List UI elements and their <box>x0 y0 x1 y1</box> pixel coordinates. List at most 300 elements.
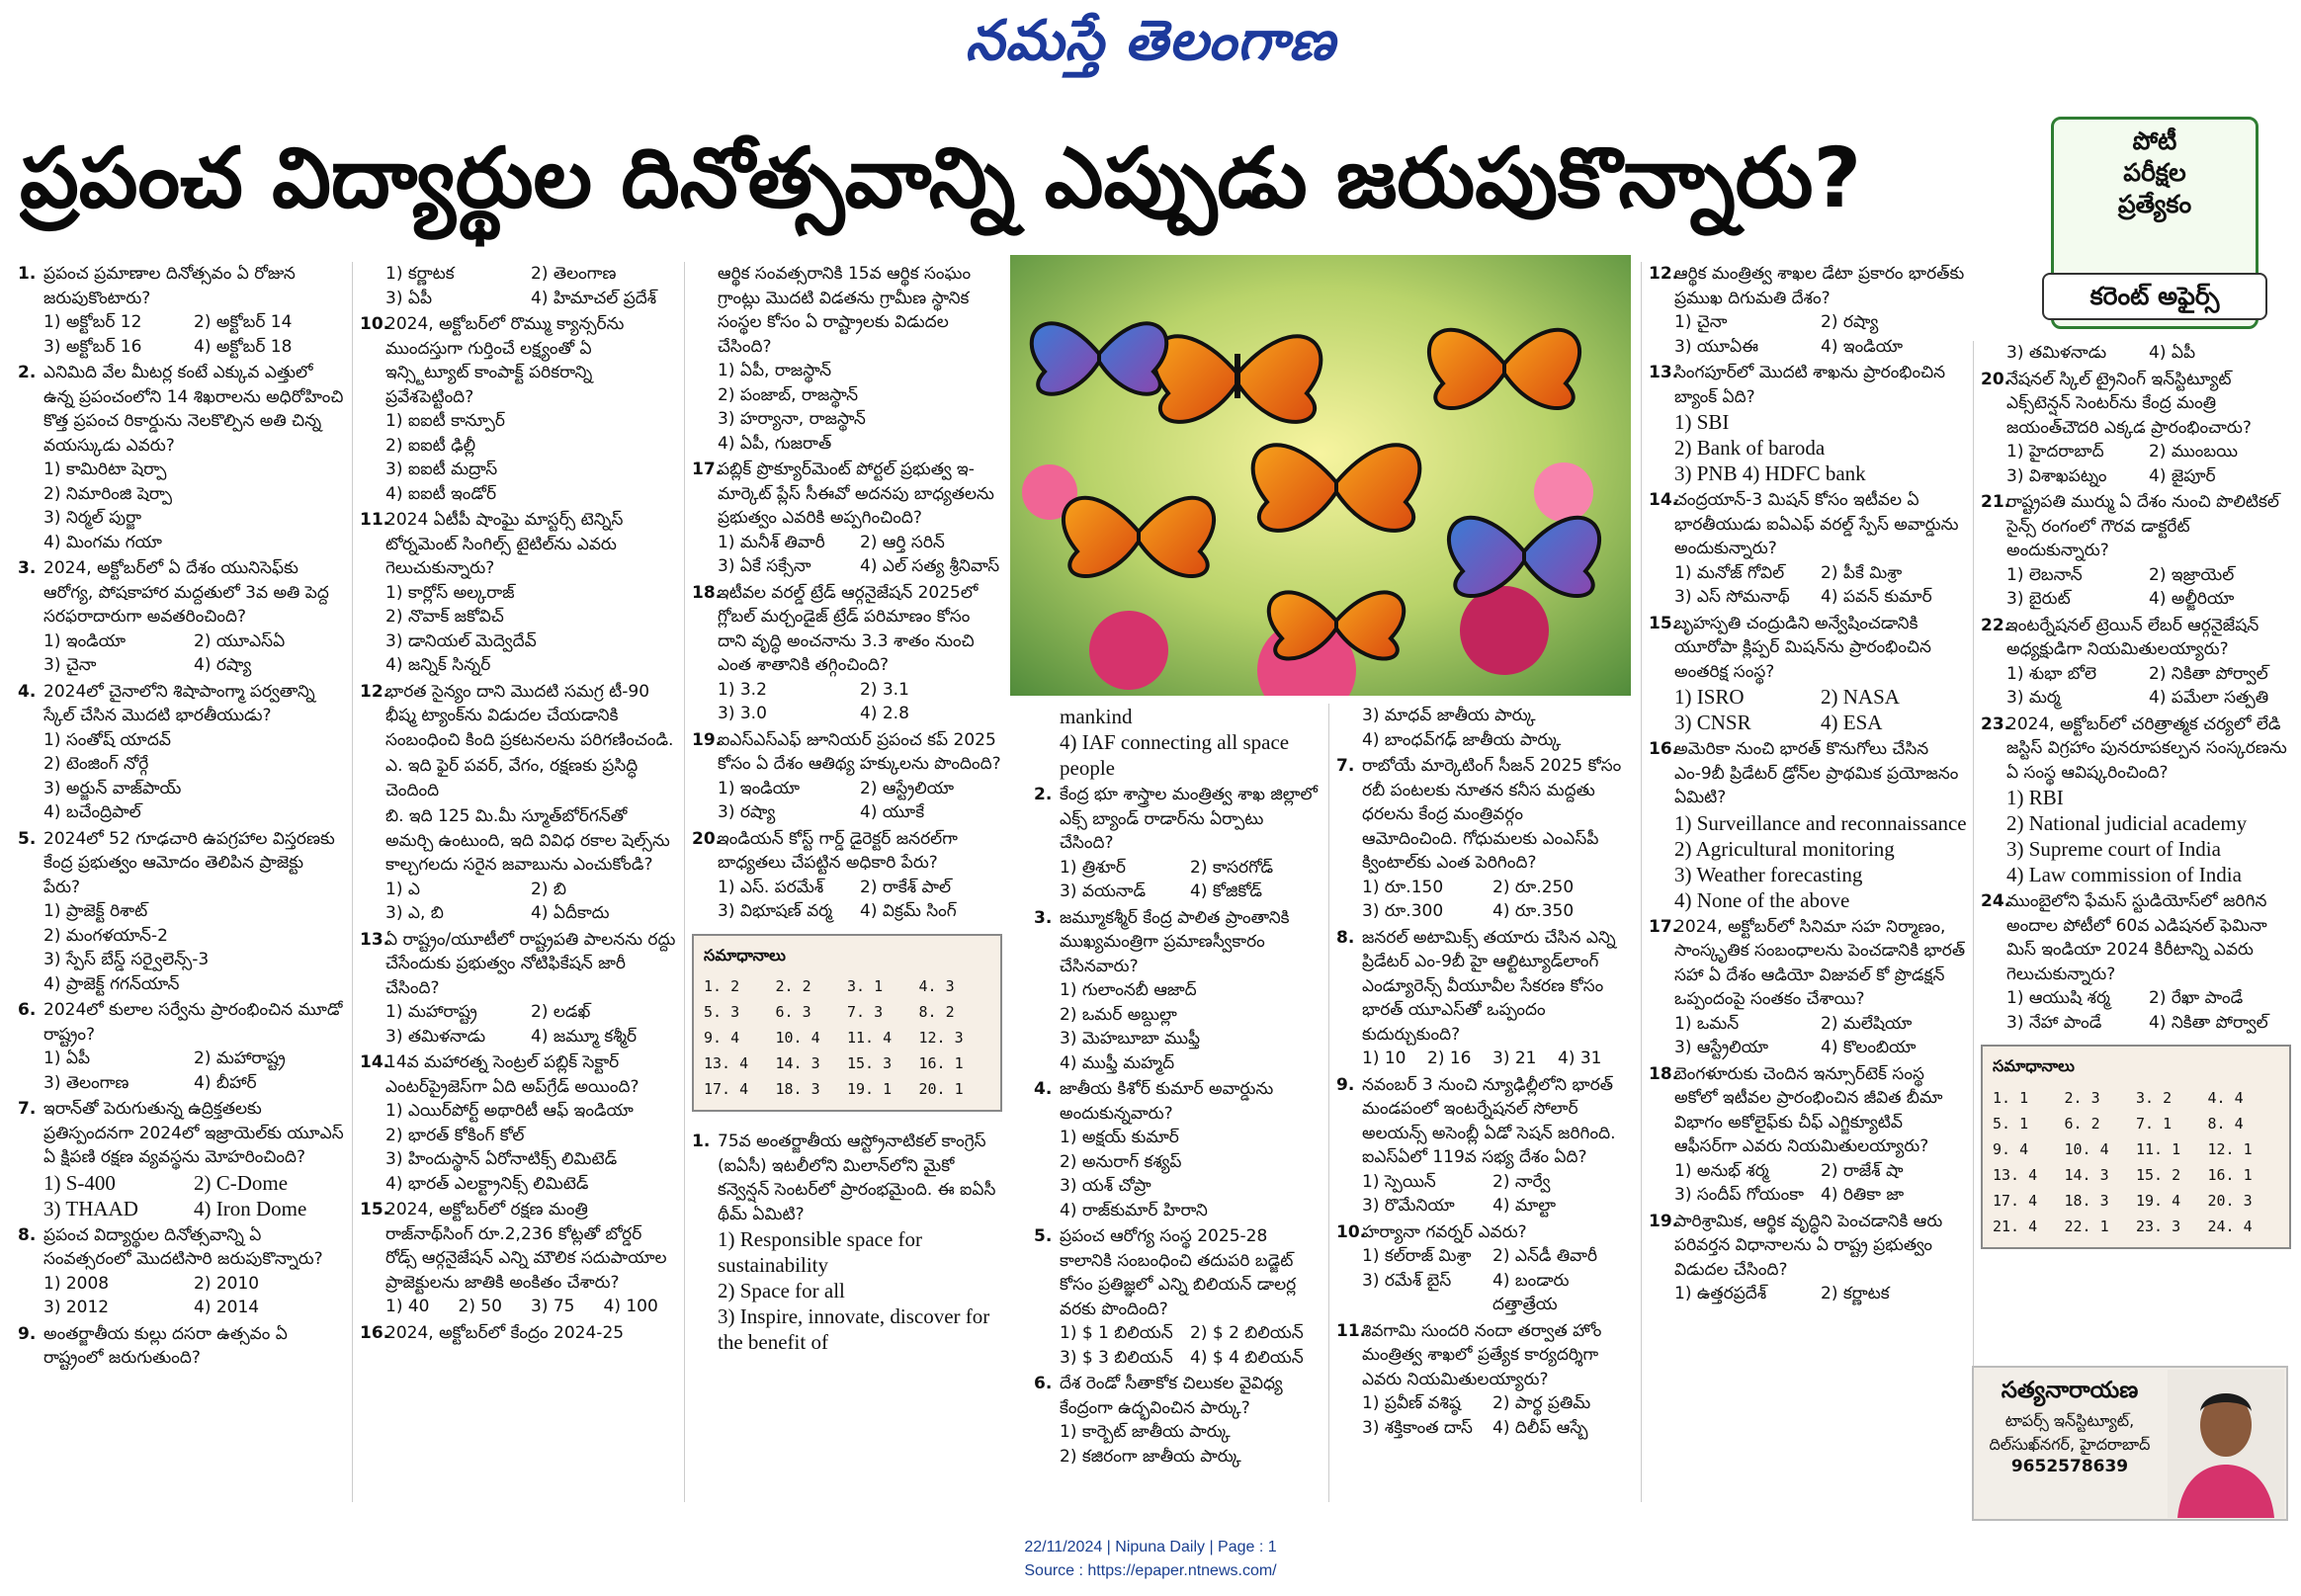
answer-option: 2) మలేషియా <box>1821 1013 1913 1034</box>
question-number: 4. <box>18 681 37 702</box>
question-number: 13. <box>1649 363 1679 382</box>
answer-option: 2) లడఖ్ <box>531 1002 591 1022</box>
answer-option: 4) హిమాచల్ ప్రదేశ్ <box>531 288 657 308</box>
answer-option: 2) యూఎస్ఏ <box>194 630 286 651</box>
answer-key-item: 13. 4 <box>704 1054 749 1072</box>
question-text: ఏ రాష్ట్రం/యూటీలో రాష్ట్రపతి పాలనను రద్దు చేసేందుకు ప్రభుత్వం నోటిఫికేషన్ జారీ చేసింది? <box>385 929 676 998</box>
answer-option: 4) యూకే <box>860 802 925 822</box>
question <box>1034 906 1321 1076</box>
masthead: నమస్తే తెలంగాణ <box>965 8 1336 73</box>
question-number: 5. <box>18 828 37 849</box>
question-text: ఆర్థిక మంత్రిత్వ శాఖల డేటా ప్రకారం భారత్‌కు ప్రముఖ దిగుమతి దేశం? <box>1674 264 1965 308</box>
question-number: 1. <box>692 1132 711 1151</box>
question-text: జనరల్ అటామిక్స్ తయారు చేసిన ఎన్ని ప్రిడేటర్ ఎం-9బీ హై ఆల్టిట్యూడ్‌లాంగ్ ఎండ్యూరెన్స్ వీయూవీల సేకరణ కోసం భారత్ యూఎస్‌తో ఒప్పందం కుదుర్చుకుంది? <box>1362 927 1616 1045</box>
question-number <box>692 262 718 359</box>
answer-option: 1) అక్షయ్ కుమార్ <box>1060 1128 1179 1147</box>
answer-option: 4) $ 4 బిలియన్ <box>1190 1347 1304 1368</box>
answer-option: 4) బీహార్ <box>194 1072 257 1093</box>
answer-option: 1) ప్రాజెక్ట్ రిశాట్ <box>43 901 148 921</box>
answer-key-item: 3. 1 <box>847 977 884 995</box>
question-number: 2. <box>1034 785 1053 804</box>
answer-key-item: 21. 4 <box>1993 1217 2038 1235</box>
question-text: బెంగళూరుకు చెందిన ఇన్సూర్‌టెక్ సంస్థ అకోలో ఇటీవల ప్రారంభించిన జీవిత బీమా విభాగం అకోలైఫ్‌కు చీఫ్ ఎగ్జిక్యూటివ్ ఆఫీసర్‌గా ఎవరు నియమితులయ్యారు? <box>1674 1063 1943 1156</box>
answer-key-item: 1. 1 <box>1993 1088 2029 1107</box>
answer-option: 3) సందీప్ గోయంకా <box>1674 1185 1804 1205</box>
question-number: 23. <box>1981 714 2011 734</box>
answer-option: 1) లెబనాన్ <box>2006 564 2083 585</box>
answer-option: 2) రేఖా పాండే <box>2149 988 2244 1008</box>
answer-option: 4) Iron Dome <box>194 1196 307 1220</box>
question <box>360 1050 676 1196</box>
answer-key-item: 16. 1 <box>918 1054 964 1072</box>
question-number: 18. <box>1649 1063 1679 1084</box>
question <box>360 312 676 506</box>
answer-option: 3) ఎ, బి <box>385 903 444 923</box>
question-text: 2024 ఏటీపీ షాంఘై మాస్టర్స్ టెన్నిస్ టోర్నమెంట్ సింగిల్స్ టైటిల్‌ను ఎవరు గెలుచుకున్నారు? <box>385 510 624 578</box>
question <box>692 262 1002 456</box>
answer-option: 1) ఎ <box>385 879 420 899</box>
question <box>1336 1220 1623 1317</box>
question-number: 3. <box>18 558 37 578</box>
answer-option: 3) రొమేనియా <box>1362 1196 1455 1216</box>
question <box>18 998 344 1095</box>
question <box>18 827 344 997</box>
author-photo <box>2168 1370 2284 1518</box>
answer-option: 3) Supreme court of India <box>2006 837 2221 861</box>
column-5 <box>1336 704 1623 1502</box>
answer-option: 1) మనీశ్ తివారీ <box>718 532 825 552</box>
answer-option: 4) ప్రాజెక్ట్ గగన్‌యాన్ <box>43 973 180 994</box>
answer-key-item: 4. 3 <box>918 977 955 995</box>
answer-option: 1) ఏపీ, రాజస్థాన్ <box>718 361 832 380</box>
answer-option: 2) Space for all <box>718 1279 845 1302</box>
answer-option: 2) తెలంగాణ <box>531 264 617 284</box>
answer-key-item: 8. 2 <box>918 1003 955 1021</box>
answer-option: 2) పీకే మిశ్రా <box>1821 562 1903 583</box>
answer-key-title: సమాధానాలు <box>1993 1056 2075 1075</box>
question <box>18 1097 344 1221</box>
question-text: ప్రపంచ ఆరోగ్య సంస్థ 2025-28 కాలానికి సంబంధించి తదుపరి బడ్జెట్ కోసం ప్రతిజ్ఞలో ఎన్ని బిలియన్ డాలర్ల వరకు పొందింది? <box>1060 1226 1297 1319</box>
answer-option: 4) ఎల్ సత్య శ్రీనివాస్ <box>860 556 1000 576</box>
question-text: 2024, అక్టోబర్‌లో చరిత్రాత్మక చర్యలో లేడి జస్టిస్ విగ్రహాం పునరూపకల్పన సంస్కరణను ఏ సంస్థ ఆవిష్కరించింది? <box>2006 714 2287 783</box>
author-institute: టాపర్స్ ఇన్‌స్టిట్యూట్, <box>2004 1411 2135 1430</box>
answer-option: 1) 10 <box>1362 1049 1406 1068</box>
question-number: 14. <box>360 1052 390 1072</box>
answer-option: 2) ఎన్‌డీ తివారీ <box>1492 1246 1598 1266</box>
question-text: శివగామి సుందరి నందా తర్వాత హోం మంత్రిత్వ శాఖలో ప్రత్యేక కార్యదర్శిగా ఎవరు నియమితులయ్యారు? <box>1362 1320 1602 1389</box>
answer-option: 1) కామిరిటా షెర్పా <box>43 460 167 479</box>
answer-key-item: 11. 4 <box>847 1029 893 1047</box>
question-number: 16. <box>360 1322 390 1343</box>
question-text: 2024లో కులాల సర్వేను ప్రారంభించిన మూడో రాష్ట్రం? <box>43 1000 343 1045</box>
answer-key-item: 11. 1 <box>2136 1139 2181 1158</box>
question <box>360 1198 676 1319</box>
answer-key-item: 14. 3 <box>775 1054 820 1072</box>
question-number: 17. <box>692 460 723 479</box>
answer-option: 1) శుభా బోలె <box>2006 663 2097 684</box>
answer-option: 2) ఒమర్ అబ్దుల్లా <box>1060 1004 1177 1025</box>
question-text: 14వ మహారత్న సెంట్రల్ పబ్లిక్ సెక్టార్ ఎంటర్‌ప్రైజెస్‌గా ఏది అప్‌గ్రేడ్ అయింది? <box>385 1052 639 1097</box>
answer-key-item: 2. 3 <box>2064 1088 2100 1107</box>
answer-option: 2) అనురాగ్ కశ్యప్ <box>1060 1151 1182 1172</box>
answer-key-item: 20. 3 <box>2207 1191 2253 1210</box>
answer-key-item: 17. 4 <box>704 1080 749 1098</box>
answer-option: 1) మహారాష్ట్ర <box>385 1002 477 1022</box>
answer-option: 2) రష్యా <box>1821 312 1879 332</box>
question-number: 8. <box>18 1224 37 1245</box>
question-text: కేంద్ర భూ శాస్త్రాల మంత్రిత్వ శాఖ జిల్లాలో ఎక్స్ బ్యాండ్ రాడార్‌ను ఏర్పాటు చేసింది? <box>1060 785 1319 853</box>
question <box>1649 737 1967 913</box>
question-number: 21. <box>1981 492 2011 512</box>
answer-option: 1) అనుభ్ శర్మ <box>1674 1160 1769 1181</box>
question <box>1649 915 1967 1060</box>
answer-key-item: 12. 1 <box>2207 1139 2253 1158</box>
answer-option: 3) విశాఖపట్నం <box>2006 465 2107 486</box>
question-text: చంద్రయాన్-3 మిషన్ కోసం ఇటీవల ఏ భారతీయుడు ఐఏఎఫ్ వరల్డ్ స్పేస్ అవార్డును అందుకున్నారు? <box>1674 490 1959 558</box>
answer-option: 3) హిందుస్థాన్ ఏరోనాటిక్స్ లిమిటెడ్ <box>385 1149 618 1169</box>
question-number <box>360 754 385 802</box>
answer-option: 1) ఎయిర్‌పోర్ట్ అథారిటీ ఆఫ్ ఇండియా <box>385 1101 634 1121</box>
answer-option: 4) బాంధవ్‌గఢ్ జాతీయ పార్కు <box>1362 729 1562 750</box>
answer-option: 2) కాసరగోడ్ <box>1190 857 1274 878</box>
answer-option: 3) తమిళనాడు <box>385 1026 486 1047</box>
question <box>360 928 676 1050</box>
question-number: 13. <box>360 929 390 950</box>
answer-option: 2) టెంజింగ్ నోర్గే <box>43 754 149 774</box>
question-number: 10. <box>360 314 390 334</box>
question-number <box>360 804 385 878</box>
answer-option: 1) రూ.150 <box>1362 877 1444 897</box>
answer-option: 1) $ 1 బిలియన్ <box>1060 1323 1173 1343</box>
answer-option: 3) నిర్మల్ పుర్జా <box>43 508 141 528</box>
answer-option: 2) రాకేశ్ పాల్ <box>860 877 952 897</box>
answer-option: 4) ముఫ్తీ మహ్మద్ <box>1060 1052 1175 1073</box>
answer-option: 4) కోజికోడ్ <box>1190 882 1263 901</box>
question <box>692 581 1002 726</box>
answer-option: 1) SBI <box>1674 410 1730 434</box>
butterfly-photo <box>1010 255 1631 696</box>
answer-key-item: 15. 2 <box>2136 1165 2181 1184</box>
badge-line-1: పోటీ <box>2132 126 2177 155</box>
answer-key-item: 7. 3 <box>847 1003 884 1021</box>
answer-option: 4) ESA <box>1821 711 1883 734</box>
question-text: 2024, అక్టోబర్‌లో రక్షణ మంత్రి రాజ్‌నాథ్‌సింగ్ రూ.2,236 కోట్లతో బోర్డర్ రోడ్స్ ఆర్గనైజేషన్ ఎన్ని మౌలిక సదుపాయాల ప్రాజెక్టులను జాతికి అంకితం చేశారు? <box>385 1200 667 1293</box>
question-number: 7. <box>18 1099 37 1119</box>
question <box>18 680 344 825</box>
question-number: 6. <box>1034 1374 1053 1393</box>
question-number: 11. <box>360 510 390 530</box>
answer-option: 1) ఉత్తరప్రదేశ్ <box>1674 1284 1767 1303</box>
answer-option: 2) రూ.250 <box>1492 877 1575 897</box>
answer-option: 3) THAAD <box>43 1196 138 1220</box>
footer-date-line: 22/11/2024 | Nipuna Daily | Page : 1 <box>1024 1539 1277 1555</box>
answer-option: 2) నార్వే <box>1492 1171 1551 1192</box>
question-number: 9. <box>1336 1074 1355 1095</box>
footer-source-line: Source : https://epaper.ntnews.com/ <box>1024 1562 1277 1579</box>
question <box>1981 368 2291 489</box>
column-1 <box>18 262 344 1502</box>
answer-option: 4) ఐఐటీ ఇండోర్ <box>385 483 497 504</box>
badge-line-3: ప్రత్యేకం <box>2117 190 2192 218</box>
question <box>1981 341 2291 366</box>
answer-option: 4) ఏదీకాదు <box>531 903 610 923</box>
question <box>692 827 1002 924</box>
answer-option: 1) RBI <box>2006 786 2064 809</box>
answer-key-item: 9. 4 <box>704 1029 740 1047</box>
answer-option: 1) స్పెయిన్ <box>1362 1171 1436 1192</box>
question <box>1034 1372 1321 1469</box>
answer-option: 2) ఆస్ట్రేలియా <box>860 778 955 798</box>
question <box>1336 1319 1623 1441</box>
answer-option: 4) మాల్టా <box>1492 1196 1557 1216</box>
answer-option: 3) PNB 4) HDFC bank <box>1674 462 1866 485</box>
answer-option: 3) Weather forecasting <box>1674 862 1863 886</box>
question <box>1649 612 1967 736</box>
author-box <box>1972 1366 2288 1521</box>
question-text: 2024లో 52 గూఢచారి ఉపగ్రహాల విస్తరణకు కేంద్ర ప్రభుత్వం ఆమోదం తెలిపిన ప్రాజెక్టు పేరు? <box>43 828 335 897</box>
answer-option: 2) 16 <box>1427 1049 1472 1068</box>
answer-key-item: 12. 3 <box>918 1029 964 1047</box>
question-text: నేషనల్ స్కిల్ ట్రైనింగ్ ఇన్‌స్టిట్యూట్ ఎక్స్‌టెన్షన్ సెంటర్‌ను కేంద్ర మంత్రి జయంత్‌చౌదరి ఎక్కడ ప్రారంభించారు? <box>2006 369 2252 438</box>
question <box>1981 889 2291 1035</box>
answer-option: 2) అక్టోబర్ 14 <box>194 312 293 332</box>
answer-option: 1) ఎస్. పరమేశ్ <box>718 877 824 897</box>
question-text: పారిశ్రామిక, ఆర్థిక వృద్ధిని పెంచడానికి ఆరు పరివర్తన విధానాలను ఏ రాష్ట్ర ప్రభుత్వం విడుదల చేసింది? <box>1674 1211 1943 1280</box>
answer-option: 1) చైనా <box>1674 312 1728 332</box>
answer-key-item: 16. 1 <box>2207 1165 2253 1184</box>
question-text: ముంబైలోని ఫేమస్ స్టుడియోస్‌లో జరిగిన అందాల పోటీలో 60వ ఎడిషనల్ ఫెమినా మిస్ ఇండియా 2024 కిరీటాన్ని ఎవరు గెలుచుకున్నారు? <box>2006 891 2267 984</box>
answer-option: 4) నికితా పోర్వాల్ <box>2149 1012 2268 1033</box>
answer-option: 2) ఆర్తి సరిన్ <box>860 532 945 552</box>
question-text: ఆర్థిక సంవత్సరానికి 15వ ఆర్థిక సంఘం గ్రాంట్లు మొదటి విడతను గ్రామీణ స్థానిక సంస్థల కోసం ఏ రాష్ట్రాలకు విడుదల చేసింది? <box>718 264 972 357</box>
question-text: సింగపూర్‌లో మొదటి శాఖను ప్రారంభించిన బ్యాంక్ ఏది? <box>1674 363 1946 407</box>
answer-option: 1) 40 <box>385 1297 430 1316</box>
question <box>18 556 344 678</box>
question <box>1649 1062 1967 1208</box>
answer-option: 1) హైదరాబాద్ <box>2006 442 2104 462</box>
question-text: బి. ఇది 125 మి.మీ స్మూత్‌బోర్‌గన్‌తో అమర్చి ఉంటుంది, ఇది వివిధ రకాల షెల్స్‌ను కాల్చగలదు సరైన జవాబును ఎంచుకోండి? <box>385 806 670 875</box>
answer-option: 3) డానియల్ మెద్వెదేవ్ <box>385 630 537 651</box>
question <box>1336 754 1623 924</box>
answer-option: 2) 50 <box>458 1297 502 1316</box>
answer-key-item: 14. 3 <box>2064 1165 2109 1184</box>
answer-key-item: 5. 3 <box>704 1003 740 1021</box>
question <box>1981 614 2291 711</box>
answer-option: 3) 3.0 <box>718 704 767 723</box>
question-number: 20. <box>692 828 723 849</box>
column-2 <box>360 262 676 1502</box>
answer-key-title: సమాధానాలు <box>704 945 786 965</box>
question <box>1034 704 1321 781</box>
answer-option: 4) విక్రమ్ సింగ్ <box>860 901 957 921</box>
answer-key-item: 19. 4 <box>2136 1191 2181 1210</box>
question-number: 15. <box>360 1200 390 1219</box>
question-text: ఇటీవల వరల్డ్ ట్రేడ్ ఆర్గనైజేషన్ 2025లో గ్లోబల్ మర్చండైజ్ ట్రేడ్ పరిమాణం కోసం దాని వృద్ధి అంచనాను 3.3 శాతం నుంచి ఎంత శాతానికి తగ్గించింది? <box>718 582 979 675</box>
answer-option: 1) ఐఐటీ కాన్పూర్ <box>385 411 505 431</box>
answer-option: 4) కొలంబియా <box>1821 1038 1917 1057</box>
answer-key <box>692 934 1002 1113</box>
question-text: అంతర్జాతీయ కుల్లు దసరా ఉత్సవం ఏ రాష్ట్రంలో జరుగుతుంది? <box>43 1323 288 1368</box>
question <box>360 804 676 926</box>
question-text: దేశ రెండో సీతాకోక చిలుకల వైవిధ్య కేంద్రంగా ఉద్భవించిన పార్కు? <box>1060 1374 1283 1418</box>
answer-option: 1) ఇండియా <box>718 778 801 798</box>
answer-option: 1) సంతోష్ యాదవ్ <box>43 729 171 750</box>
answer-option: 2) ఐఐటీ ఢిల్లీ <box>385 435 476 456</box>
question <box>1981 490 2291 612</box>
question-text: ఎ. ఇది ఫైర్ పవర్, వేగం, రక్షణకు ప్రసిద్ధి చెందింది <box>385 756 639 800</box>
answer-option: 1) ప్రవీణ్ వశిష్ఠ <box>1362 1393 1462 1413</box>
question-text: రాష్ట్రపతి ముర్ము ఏ దేశం నుంచి పొలిటికల్ సైన్స్ రంగంలో గౌరవ డాక్టరేట్ అందుకున్నారు? <box>2006 492 2279 560</box>
answer-option: 2) National judicial academy <box>2006 811 2248 835</box>
question <box>18 262 344 359</box>
question-number: 10. <box>1336 1221 1367 1242</box>
question-text: 2024, అక్టోబర్‌లో రొమ్ము క్యాన్సర్‌ను ముందస్తుగా గుర్తించే లక్ష్యంతో ఏ ఇన్స్టిట్యూట్ కాంపాక్ట్ పరికరాన్ని ప్రవేశపెట్టింది? <box>385 314 625 407</box>
page-headline: ప్రపంచ విద్యార్థుల దినోత్సవాన్ని ఎప్పుడు జరుపుకొన్నారు? <box>20 129 1862 226</box>
answer-option: 3) యూఏఈ <box>1674 336 1759 357</box>
answer-option: 4) పమేలా సత్పతి <box>2149 688 2269 708</box>
question-number: 20. <box>1981 369 2011 389</box>
question-text: 2024, అక్టోబర్‌లో ఏ దేశం యునిసెఫ్‌కు ఆరోగ్య, పోషకాహార మద్దతులో 3వ అతి పెద్ద సరఫరాదారుగా అవతరించింది? <box>43 558 329 627</box>
answer-key-item: 8. 4 <box>2207 1114 2244 1133</box>
answer-option: 1) ఆయుషి శర్మ <box>2006 988 2110 1008</box>
answer-option: 4) జన్నిక్ సిన్నర్ <box>385 655 491 675</box>
answer-option: 4) Law commission of India <box>2006 863 2242 886</box>
answer-option: 1) ఏపీ <box>43 1049 91 1068</box>
answer-option: 3) మెహబూబా ముఫ్తీ <box>1060 1029 1201 1049</box>
question <box>692 728 1002 825</box>
answer-option: 4) ఏపీ <box>2149 343 2196 363</box>
question-number: 15. <box>1649 613 1679 633</box>
answer-option: 3) CNSR <box>1674 711 1751 734</box>
answer-option: 4) భారత్ ఎలక్ట్రానిక్స్ లిమిటెడ్ <box>385 1173 589 1194</box>
question <box>1034 1077 1321 1222</box>
answer-option: 3) 75 <box>531 1297 575 1316</box>
answer-key-item: 2. 2 <box>775 977 811 995</box>
answer-option: 4) అక్టోబర్ 18 <box>194 336 293 357</box>
answer-option: 3) చైనా <box>43 655 97 675</box>
answer-option: 4) 31 <box>1558 1049 1602 1068</box>
answer-option: 4) రష్యా <box>194 655 252 675</box>
question-text: mankind <box>1060 705 1133 728</box>
answer-option: 2) పంజాబ్, రాజస్థాన్ <box>718 384 859 405</box>
question <box>1649 262 1967 359</box>
question <box>1649 488 1967 610</box>
answer-option: 3) బైరుట్ <box>2006 589 2071 609</box>
column-4 <box>1034 704 1321 1502</box>
question-text: హర్యానా గవర్నర్ ఎవరు? <box>1362 1221 1527 1242</box>
answer-option: 4) రూ.350 <box>1492 901 1575 921</box>
answer-key-item: 23. 3 <box>2136 1217 2181 1235</box>
answer-key-item: 15. 3 <box>847 1054 893 1072</box>
answer-option: 3) 21 <box>1492 1049 1537 1068</box>
question-number: 4. <box>1034 1079 1053 1099</box>
answer-option: 2) మహారాష్ట్ర <box>194 1049 286 1068</box>
question <box>18 1322 344 1371</box>
question <box>1034 1224 1321 1370</box>
question-text: జమ్మూకశ్మీర్ కేంద్ర పాలిత ప్రాంతానికి ముఖ్యమంత్రిగా ప్రమాణస్వీకారం చేసినవారు? <box>1060 907 1290 976</box>
question-text: ఇండియన్ కోస్ట్ గార్డ్ డైరెక్టర్ జనరల్‌గా బాధ్యతలు చేపట్టిన అధికారి పేరు? <box>718 828 958 873</box>
answer-key-item: 13. 4 <box>1993 1165 2038 1184</box>
answer-key-item: 3. 2 <box>2136 1088 2173 1107</box>
question-number: 22. <box>1981 615 2011 635</box>
question <box>1981 713 2291 888</box>
answer-option: 2) C-Dome <box>194 1170 289 1195</box>
answer-option: 3) రష్యా <box>718 802 776 822</box>
answer-option: 4) ఇండియా <box>1821 336 1904 357</box>
answer-option: 2) Agricultural monitoring <box>1674 836 1895 861</box>
question <box>360 508 676 678</box>
answer-option: 1) Surveillance and reconnaissance <box>1674 810 1967 835</box>
question-text: 2024, అక్టోబర్‌లో సినిమా సహ నిర్మాణం, సాంస్కృతిక సంబంధాలను పెంచడానికి భారత్ సహా ఏ దేశం ఆడియో విజువల్ కో ప్రొడక్షన్ ఒప్పందంపై సంతకం చేశాయి? <box>1674 916 1966 1009</box>
answer-option: 3) తమిళనాడు <box>2006 343 2107 363</box>
question-number: 1. <box>18 264 37 284</box>
butterfly-illustration <box>1010 255 1631 696</box>
answer-key-item: 7. 1 <box>2136 1114 2173 1133</box>
question-number: 24. <box>1981 891 2011 911</box>
answer-option: 2) 3.1 <box>860 679 909 700</box>
answer-option: 4) ఏపీ, గుజరాత్ <box>718 433 832 454</box>
answer-option: 1) S-400 <box>43 1170 116 1195</box>
question-text: భారత సైన్యం దాని మొదటి సమగ్ర టీ-90 భీష్మ ట్యాంక్‌ను విడుదల చేయడానికి సంబంధించి కింది ప్రకటనలను పరిగణించండి. <box>385 681 674 750</box>
author-info <box>1974 1368 2166 1519</box>
question <box>18 1223 344 1320</box>
question <box>692 1130 1002 1355</box>
author-phone: 9652578639 <box>2010 1457 2129 1476</box>
answer-option: 3) హర్యానా, రాజస్థాన్ <box>718 409 866 429</box>
author-name: సత్యనారాయణ <box>2001 1378 2139 1403</box>
answer-option: 3) రమేశ్ బైస్ <box>1362 1270 1452 1291</box>
answer-option: 3) ఏకే సక్సేనా <box>718 556 811 576</box>
answer-option: 3) అక్టోబర్ 16 <box>43 336 142 357</box>
answer-option: 2) 2010 <box>194 1273 260 1294</box>
question <box>1336 926 1623 1071</box>
question-number: 12. <box>1649 264 1679 284</box>
question-number: 19. <box>692 729 723 750</box>
question-text: ఐఎస్ఎస్ఎఫ్ జూనియర్ ప్రపంచ కప్ 2025 కోసం ఏ దేశం ఆతిథ్య హక్కులను పొందింది? <box>718 729 1001 774</box>
answer-option: 3) మాధవ్ జాతీయ పార్కు <box>1362 706 1536 725</box>
badge-tag: కరెంట్ అఫైర్స్ <box>2042 273 2267 320</box>
answer-option: 1) ఇండియా <box>43 630 127 651</box>
question-text: అమెరికా నుంచి భారత్ కొనుగోలు చేసిన ఎం-9బీ ప్రిడేటర్ డ్రోన్‌ల ప్రాథమిక ప్రయోజనం ఏమిటి? <box>1674 739 1959 807</box>
answer-option: 4) బచేంద్రిపాల్ <box>43 802 141 822</box>
answer-option: 1) 3.2 <box>718 679 767 700</box>
question-number: 3. <box>1034 907 1053 928</box>
answer-option: 1) అక్టోబర్ 12 <box>43 312 142 332</box>
question <box>1336 704 1623 752</box>
answer-option: 2) బి <box>531 879 566 899</box>
answer-option: 1) కల్‌రాజ్ మిశ్రా <box>1362 1246 1472 1266</box>
answer-option: 2) పార్థ ప్రతిమ్ <box>1492 1393 1591 1413</box>
question <box>1649 1210 1967 1306</box>
answer-key-item: 10. 4 <box>775 1029 820 1047</box>
question-number: 2. <box>18 363 37 382</box>
answer-option: 2) మంగళయాన్-2 <box>43 925 168 946</box>
answer-option: 4) మింగమ గయా <box>43 532 162 552</box>
page-footer <box>0 1536 2301 1583</box>
answer-option: 2) Bank of baroda <box>1674 436 1826 460</box>
answer-option: 3) ఎస్ సోమనాథ్ <box>1674 587 1790 607</box>
answer-option: 1) Responsible space for sustainability <box>718 1227 923 1277</box>
answer-key-item: 1. 2 <box>704 977 740 995</box>
answer-option: 4) రాజ్‌కుమార్ హిరాని <box>1060 1200 1208 1220</box>
answer-option: 1) కర్ణాటక <box>385 264 455 284</box>
question-text: జాతీయ కిశోర్ కుమార్ అవార్డును అందుకున్నవారు? <box>1060 1079 1274 1124</box>
author-location: దిల్‌సుఖ్‌నగర్, హైదరాబాద్ <box>1989 1435 2151 1454</box>
question-text: 75వ అంతర్జాతీయ ఆస్ట్రోనాటికల్ కాంగ్రెస్ (ఐఏసీ) ఇటలీలోని మిలాన్‌లోని మైకో కన్వెన్షన్ సెంటర్‌లో ప్రారంభమైంది. ఈ ఐఏసీ థీమ్ ఏమిటి? <box>718 1132 996 1224</box>
answer-option: 4) 2014 <box>194 1298 260 1317</box>
answer-option: 1) గులాంనబీ ఆజాద్ <box>1060 980 1197 1000</box>
answer-key-item: 18. 3 <box>775 1080 820 1098</box>
